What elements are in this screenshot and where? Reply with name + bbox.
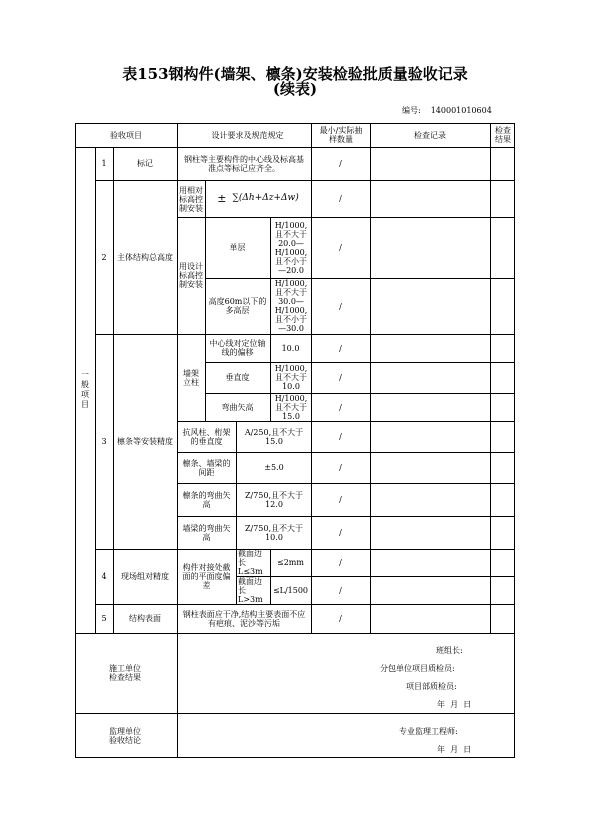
row3-vertical-value: H/1000,且不大于10.0 [274, 364, 308, 391]
supervision-label: 监理单位验收结论 [109, 726, 141, 745]
serial-label: 编号: [402, 106, 421, 115]
row3-vertical-label: 垂直度 [225, 373, 250, 382]
row3-purlin-value: Z/750,且不大于12.0 [244, 490, 304, 509]
row3-offset-sample: / [339, 343, 342, 353]
plus-minus-sign: ± [217, 192, 227, 205]
row3-bend-sample: / [339, 402, 342, 412]
row2-multi-value: H/1000,且不大于30.0—H/1000,且不小于—30.0 [274, 279, 308, 333]
title-line-2: (续表) [272, 80, 318, 98]
serial-number [402, 105, 502, 116]
row3-bend-value: H/1000,且不大于15.0 [274, 393, 308, 421]
row3-name: 檩条等安装精度 [117, 437, 173, 446]
general-items-label [75, 147, 95, 633]
sub-inspector-label: 分包单位项目质检员: [380, 664, 455, 673]
row3-spacing-label: 檩条、墙梁的间距 [182, 458, 231, 477]
row3-spacing-value: ±5.0 [264, 463, 284, 472]
row4-small-sample: / [339, 558, 342, 567]
header-record: 检查记录 [414, 130, 446, 140]
row2-name: 主体结构总高度 [117, 252, 173, 262]
row4-large-sample: / [339, 585, 342, 595]
row3-purlin-sample: / [339, 495, 342, 504]
row4-label: 构件对接处截面的平面度偏差 [182, 563, 231, 590]
row5-no: 5 [101, 614, 107, 623]
row5-requirement: 钢柱表面应干净,结构主要表面不应有疤痕、泥沙等污垢 [182, 609, 306, 628]
header-sample: 最小/实际抽样数量 [319, 126, 363, 144]
construction-date: 年 月 日 [437, 700, 472, 709]
row3-no: 3 [101, 437, 107, 446]
row3-purlin-label: 檩条的弯曲矢高 [182, 490, 231, 509]
row2-design-method: 用设计标高控制安装 [179, 262, 203, 289]
row4-small-value: ≤2mm [277, 558, 304, 567]
row2-single-label: 单层 [229, 243, 246, 252]
general-items-text: 一般项目 [81, 370, 89, 409]
header-result: 检查结果 [495, 126, 511, 144]
row4-large-value: ≤L/1500 [272, 585, 309, 595]
row3-wallbeam-value: Z/750,且不大于10.0 [244, 523, 304, 542]
row3-spacing-sample: / [339, 463, 342, 472]
row2-multi-sample: / [339, 301, 342, 311]
row1-sample: / [339, 159, 342, 168]
header-item: 验收项目 [110, 130, 142, 140]
divider [370, 123, 371, 633]
supervision-date: 年 月 日 [437, 745, 472, 754]
row2-relative-method: 用相对标高控制安装 [179, 185, 203, 213]
header-design: 设计要求及规范规定 [211, 130, 284, 140]
row2-multi-label: 高度60m以下的多高层 [208, 297, 267, 315]
project-inspector-label: 项目部质检员: [406, 682, 457, 691]
row3-offset-value: 10.0 [281, 343, 300, 353]
title-line-1: 表153钢构件(墙架、檩条)安装检验批质量验收记录 [122, 65, 468, 83]
engineer-label: 专业监理工程师: [399, 727, 458, 736]
row2-single-sample: / [339, 243, 342, 252]
tolerance-formula: ∑(Δh+Δz+Δw) [232, 193, 299, 203]
row3-windcol-value: A/250,且不大于15.0 [244, 427, 304, 446]
construction-label: 施工单位检查结果 [109, 664, 141, 682]
row1-requirement: 钢柱等主要构件的中心线及标高基准点等标记应齐全。 [184, 154, 304, 173]
row2-relative-value [205, 180, 311, 217]
row3-vertical-sample: / [339, 373, 342, 382]
divider [490, 123, 491, 633]
row4-large-label: 截面边长L>3m [238, 576, 263, 604]
row4-small-label: 截面边长L≤3m [238, 549, 263, 576]
row2-relative-sample: / [339, 194, 342, 203]
row3-bend-label: 弯曲矢高 [221, 402, 254, 412]
row1-no: 1 [101, 159, 107, 168]
row4-no: 4 [101, 572, 107, 581]
row3-windcol-label: 抗风柱、桁架的垂直度 [182, 427, 231, 446]
row4-name: 现场组对精度 [121, 572, 169, 581]
row3-windcol-sample: / [339, 432, 342, 441]
serial-value: 140001010604 [430, 106, 492, 115]
row2-single-value: H/1000,且不大于20.0—H/1000,且不小于—20.0 [274, 220, 308, 275]
team-leader-label: 班组长: [436, 646, 463, 655]
row3-wall-column: 墙架立柱 [183, 368, 199, 387]
row3-wallbeam-label: 墙梁的弯曲矢高 [182, 523, 231, 542]
row3-wallbeam-sample: / [339, 528, 342, 537]
row2-no: 2 [101, 252, 107, 262]
row5-sample: / [339, 614, 342, 623]
row3-offset-label: 中心线对定位轴线的偏移 [209, 339, 266, 357]
row5-name: 结构表面 [129, 614, 161, 623]
row1-name: 标记 [137, 159, 153, 168]
